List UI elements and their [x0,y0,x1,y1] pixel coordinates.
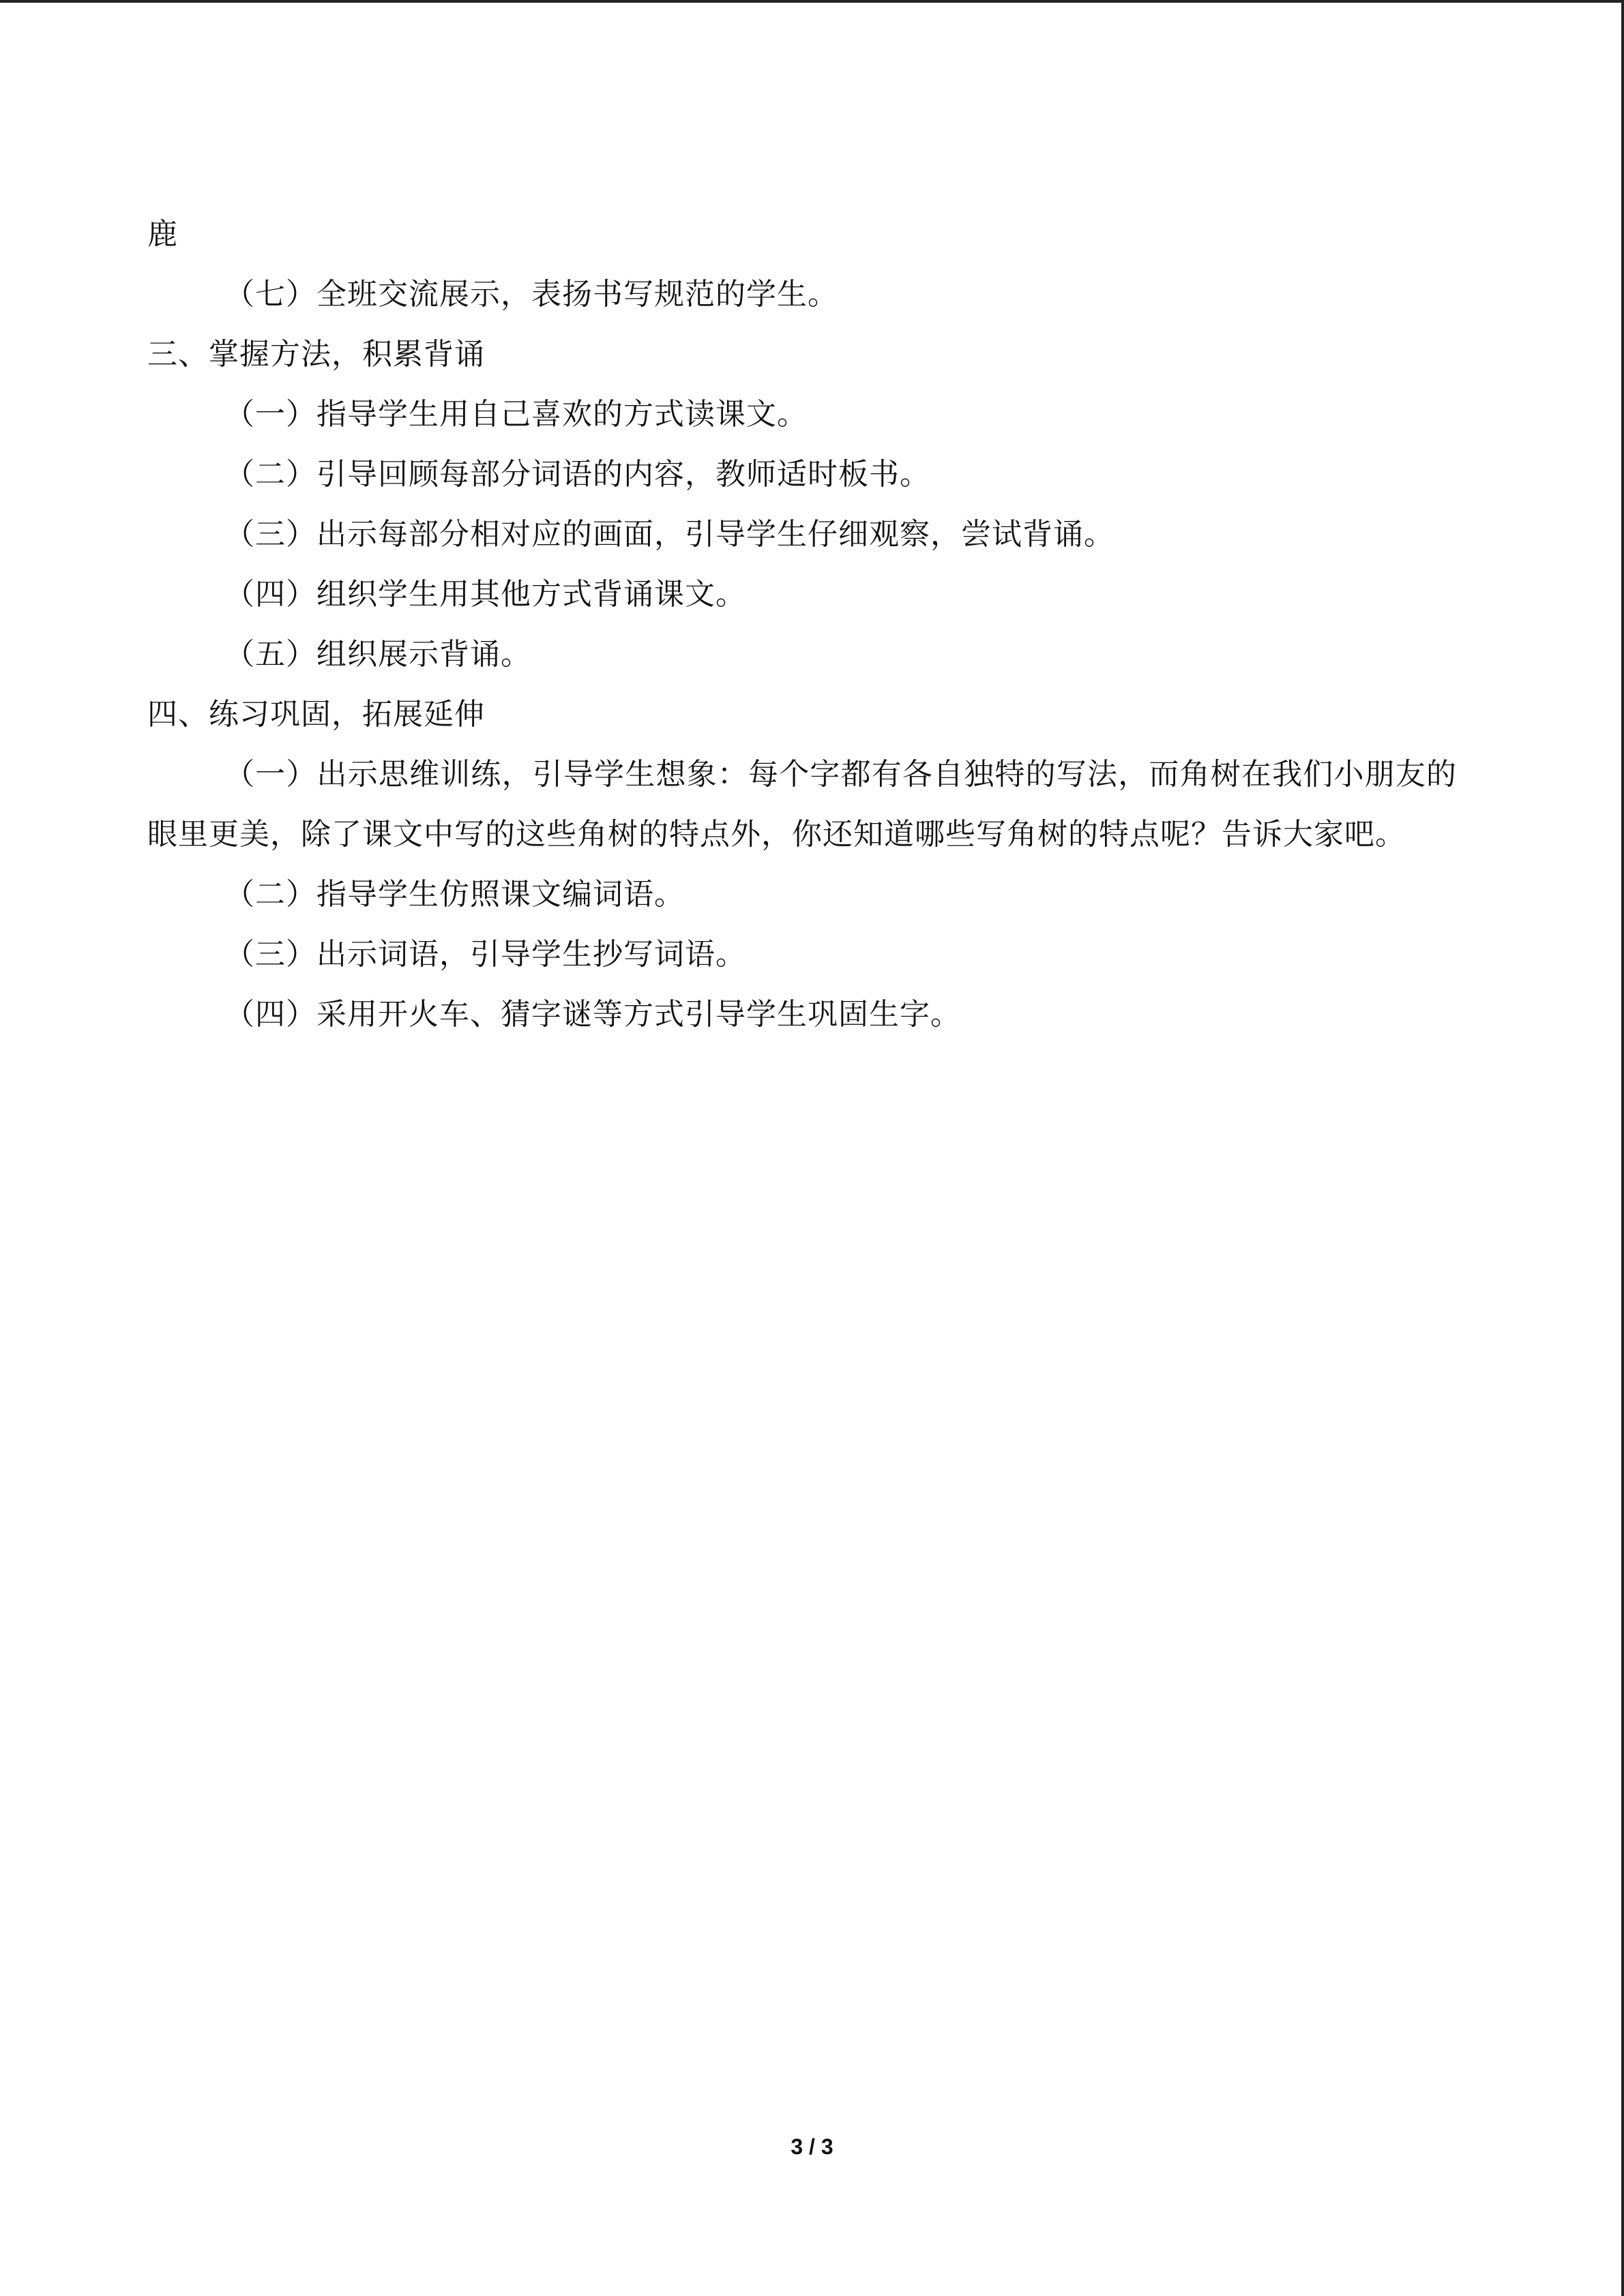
section-three-item-1: （一）指导学生用自己喜欢的方式读课文。 [224,397,808,432]
section-four-item-1: （一）出示思维训练，引导学生想象：每个字都有各自独特的写法，而角树在我们小朋友的眼里更美，除了课文中写的这些角树的特点外，你还知道哪些写角树的特点呢？告诉大家吧。 [147,757,1457,852]
section-four-item-3: （三）出示词语，引导学生抄写词语。 [224,937,746,972]
section-three-item-4: （四）组织学生用其他方式背诵课文。 [224,577,746,612]
section-four-item-4: （四）采用开火车、猜字谜等方式引导学生巩固生字。 [224,997,961,1032]
text-line-fragment: 鹿 [147,217,178,252]
section-four-heading: 四、练习巩固，拓展延伸 [147,697,485,732]
section-three-item-3: （三）出示每部分相对应的画面，引导学生仔细观察，尝试背诵。 [224,517,1114,552]
section-four-item-2: （二）指导学生仿照课文编词语。 [224,877,685,912]
section-three-item-5: （五）组织展示背诵。 [224,637,531,672]
section-three-heading: 三、掌握方法，积累背诵 [147,337,485,372]
section-three-item-2: （二）引导回顾每部分词语的内容，教师适时板书。 [224,457,930,492]
page-number: 3 / 3 [791,2134,833,2159]
page-border-right [1621,0,1624,2296]
document-body [147,205,1457,1045]
page-border-top [0,0,1624,3]
step-seven-line: （七）全班交流展示，表扬书写规范的学生。 [224,277,838,312]
